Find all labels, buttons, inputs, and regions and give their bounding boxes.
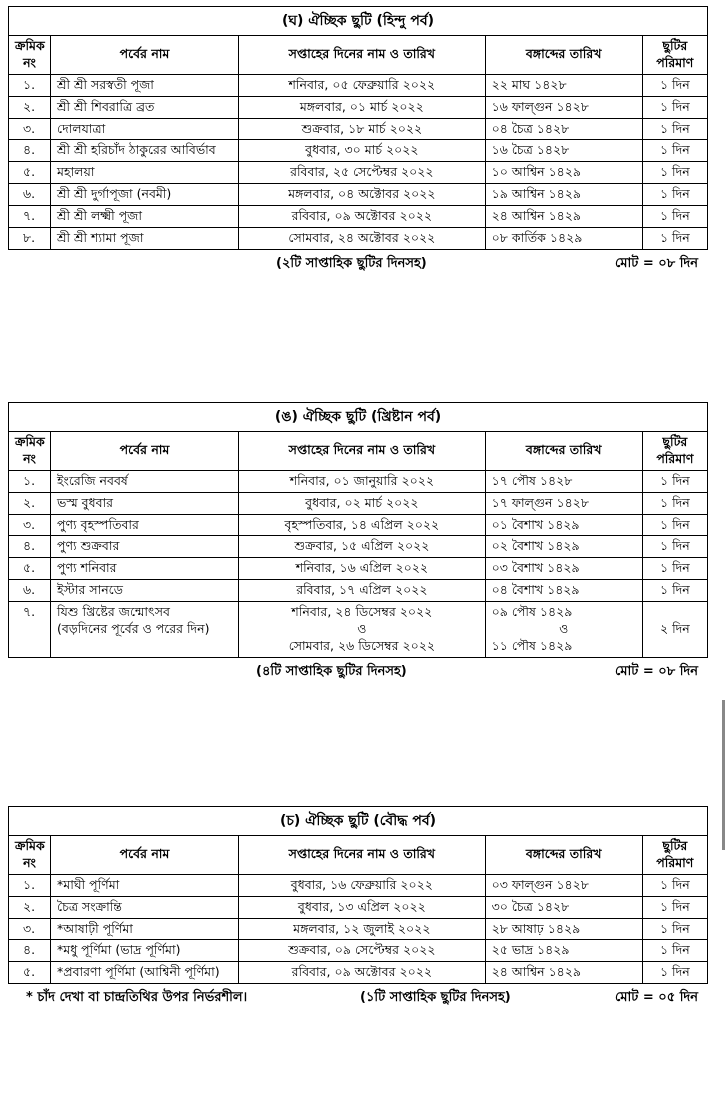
duration-cell: ১ দিন — [642, 206, 707, 228]
duration-cell: ১ দিন — [642, 580, 707, 602]
bengali-date-cell: ৩০ চৈত্র ১৪২৮ — [485, 896, 642, 918]
col-header-duration: ছুটির পরিমাণ — [642, 836, 707, 875]
serial-cell: ৪. — [9, 940, 51, 962]
serial-cell: ১. — [9, 874, 51, 896]
bengali-date-cell: ০২ বৈশাখ ১৪২৯ — [485, 536, 642, 558]
duration-cell: ১ দিন — [642, 96, 707, 118]
duration-cell: ২ দিন — [642, 602, 707, 658]
bengali-date-cell: ০১ বৈশাখ ১৪২৯ — [485, 514, 642, 536]
serial-cell: ৭. — [9, 206, 51, 228]
duration-cell: ১ দিন — [642, 227, 707, 249]
bengali-date-cell: ১৬ চৈত্র ১৪২৮ — [485, 140, 642, 162]
duration-cell: ১ দিন — [642, 896, 707, 918]
day-date-cell: শুক্রবার, ১৮ মার্চ ২০২২ — [239, 118, 486, 140]
table-row — [9, 470, 708, 492]
table-row — [9, 184, 708, 206]
bengali-date-cell: ০৩ ফাল্গুন ১৪২৮ — [485, 874, 642, 896]
festival-subnote: (বড়দিনের পূর্বের ও পরের দিন) — [57, 620, 210, 636]
table-row — [9, 140, 708, 162]
day-date-cell: সোমবার, ২৪ অক্টোবর ২০২২ — [239, 227, 486, 249]
day-date-cell: মঙ্গলবার, ১২ জুলাই ২০২২ — [239, 918, 486, 940]
bengali-date-cell: ০৮ কার্তিক ১৪২৯ — [485, 227, 642, 249]
serial-cell: ৬. — [9, 580, 51, 602]
serial-cell: ৩. — [9, 514, 51, 536]
bengali-date-2: ১১ পৌষ ১৪২৯ — [491, 637, 573, 653]
day-date-cell: রবিবার, ১৭ এপ্রিল ২০২২ — [239, 580, 486, 602]
bengali-date-cell: ১৭ পৌষ ১৪২৮ — [485, 470, 642, 492]
col-header-day-date: সপ্তাহের দিনের নাম ও তারিখ — [239, 836, 486, 875]
serial-cell: ৫. — [9, 962, 51, 984]
festival-cell: শ্রী শ্রী দুর্গাপূজা (নবমী) — [51, 184, 239, 206]
bengali-date-cell: ১৬ ফাল্গুন ১৪২৮ — [485, 96, 642, 118]
buddhist-holiday-table — [8, 806, 708, 984]
table-row — [9, 162, 708, 184]
table-row — [9, 896, 708, 918]
festival-cell: শ্রী শ্রী শ্যামা পূজা — [51, 227, 239, 249]
festival-cell: *আষাঢ়ী পূর্ণিমা — [51, 918, 239, 940]
duration-cell: ১ দিন — [642, 74, 707, 96]
day-date-cell: শুক্রবার, ১৫ এপ্রিল ২০২২ — [239, 536, 486, 558]
col-header-festival: পর্বের নাম — [51, 432, 239, 471]
table-footer — [8, 984, 708, 1008]
serial-cell: ২. — [9, 96, 51, 118]
weekly-holiday-note: (২টি সাপ্তাহিক ছুটির দিনসহ) — [276, 255, 427, 271]
col-header-serial: ক্রমিক নং — [9, 836, 51, 875]
day-date-cell: বুধবার, ১৩ এপ্রিল ২০২২ — [239, 896, 486, 918]
table-row — [9, 492, 708, 514]
col-header-bengali-date: বঙ্গাব্দের তারিখ — [485, 432, 642, 471]
table-footer — [8, 658, 708, 682]
day-date-cell: শনিবার, ০৫ ফেব্রুয়ারি ২০২২ — [239, 74, 486, 96]
col-header-festival: পর্বের নাম — [51, 836, 239, 875]
bengali-date-cell — [485, 602, 642, 658]
table-row — [9, 962, 708, 984]
day-date-cell: শনিবার, ১৬ এপ্রিল ২০২২ — [239, 558, 486, 580]
total-days: মোট = ০৮ দিন — [614, 255, 698, 271]
bengali-date-cell: ১৯ আশ্বিন ১৪২৯ — [485, 184, 642, 206]
bengali-date-cell: ০৪ চৈত্র ১৪২৮ — [485, 118, 642, 140]
serial-cell: ১. — [9, 74, 51, 96]
bengali-date-cell: ২৮ আষাঢ় ১৪২৯ — [485, 918, 642, 940]
weekly-holiday-note: (১টি সাপ্তাহিক ছুটির দিনসহ) — [360, 990, 511, 1006]
christian-holiday-table — [8, 402, 708, 658]
duration-cell: ১ দিন — [642, 874, 707, 896]
table-row — [9, 602, 708, 658]
day-date-and: ও — [357, 620, 367, 636]
table-title: (চ) ঐচ্ছিক ছুটি (বৌদ্ধ পর্ব) — [9, 807, 708, 836]
bengali-date-1: ০৯ পৌষ ১৪২৯ — [491, 604, 573, 619]
duration-cell: ১ দিন — [642, 558, 707, 580]
festival-cell: পুণ্য শুক্রবার — [51, 536, 239, 558]
festival-cell: ইংরেজি নববর্ষ — [51, 470, 239, 492]
serial-cell: ৬. — [9, 184, 51, 206]
table-row — [9, 118, 708, 140]
day-date-cell — [239, 602, 486, 658]
col-header-day-date: সপ্তাহের দিনের নাম ও তারিখ — [239, 36, 486, 75]
col-header-serial: ক্রমিক নং — [9, 36, 51, 75]
festival-name: যিশু খ্রিষ্টের জন্মোৎসব — [57, 604, 170, 619]
festival-cell — [51, 602, 239, 658]
duration-cell: ১ দিন — [642, 940, 707, 962]
table-row — [9, 536, 708, 558]
col-header-duration: ছুটির পরিমাণ — [642, 432, 707, 471]
col-header-bengali-date: বঙ্গাব্দের তারিখ — [485, 36, 642, 75]
festival-cell: *মাঘী পূর্ণিমা — [51, 874, 239, 896]
festival-cell: শ্রী শ্রী সরস্বতী পূজা — [51, 74, 239, 96]
festival-cell: ভস্ম বুধবার — [51, 492, 239, 514]
table-row — [9, 874, 708, 896]
table-footer — [8, 250, 708, 274]
total-days: মোট = ০৮ দিন — [614, 663, 698, 679]
day-date-2: সোমবার, ২৬ ডিসেম্বর ২০২২ — [288, 637, 435, 653]
col-header-festival: পর্বের নাম — [51, 36, 239, 75]
day-date-cell: শুক্রবার, ০৯ সেপ্টেম্বর ২০২২ — [239, 940, 486, 962]
festival-cell: ইস্টার সানডে — [51, 580, 239, 602]
bengali-date-cell: ২৪ আশ্বিন ১৪২৯ — [485, 206, 642, 228]
day-date-cell: রবিবার, ০৯ অক্টোবর ২০২২ — [239, 962, 486, 984]
serial-cell: ২. — [9, 492, 51, 514]
festival-cell: শ্রী শ্রী লক্ষ্মী পূজা — [51, 206, 239, 228]
table-row — [9, 227, 708, 249]
duration-cell: ১ দিন — [642, 470, 707, 492]
day-date-cell: রবিবার, ২৫ সেপ্টেম্বর ২০২২ — [239, 162, 486, 184]
bengali-date-cell: ০৩ বৈশাখ ১৪২৯ — [485, 558, 642, 580]
festival-cell: চৈত্র সংক্রান্তি — [51, 896, 239, 918]
day-date-cell: শনিবার, ০১ জানুয়ারি ২০২২ — [239, 470, 486, 492]
col-header-serial: ক্রমিক নং — [9, 432, 51, 471]
christian-holiday-section — [8, 402, 708, 682]
festival-cell: মহালয়া — [51, 162, 239, 184]
bengali-date-cell: ০৪ বৈশাখ ১৪২৯ — [485, 580, 642, 602]
buddhist-holiday-section — [8, 806, 708, 1008]
day-date-cell: মঙ্গলবার, ০১ মার্চ ২০২২ — [239, 96, 486, 118]
serial-cell: ৫. — [9, 162, 51, 184]
serial-cell: ৪. — [9, 140, 51, 162]
table-row — [9, 206, 708, 228]
table-row — [9, 558, 708, 580]
bengali-date-cell: ২৪ আশ্বিন ১৪২৯ — [485, 962, 642, 984]
serial-cell: ২. — [9, 896, 51, 918]
festival-cell: *মধু পূর্ণিমা (ভাদ্র পূর্ণিমা) — [51, 940, 239, 962]
duration-cell: ১ দিন — [642, 492, 707, 514]
day-date-cell: বৃহস্পতিবার, ১৪ এপ্রিল ২০২২ — [239, 514, 486, 536]
serial-cell: ১. — [9, 470, 51, 492]
serial-cell: ৮. — [9, 227, 51, 249]
bengali-date-and: ও — [559, 620, 569, 636]
serial-cell: ৫. — [9, 558, 51, 580]
bengali-date-cell: ২২ মাঘ ১৪২৮ — [485, 74, 642, 96]
day-date-1: শনিবার, ২৪ ডিসেম্বর ২০২২ — [291, 604, 433, 619]
day-date-cell: বুধবার, ৩০ মার্চ ২০২২ — [239, 140, 486, 162]
duration-cell: ১ দিন — [642, 962, 707, 984]
duration-cell: ১ দিন — [642, 184, 707, 206]
day-date-cell: বুধবার, ০২ মার্চ ২০২২ — [239, 492, 486, 514]
table-row — [9, 940, 708, 962]
bengali-date-cell: ১৭ ফাল্গুন ১৪২৮ — [485, 492, 642, 514]
bengali-date-cell: ১০ আশ্বিন ১৪২৯ — [485, 162, 642, 184]
table-title: (ঘ) ঐচ্ছিক ছুটি (হিন্দু পর্ব) — [9, 7, 708, 36]
table-row — [9, 96, 708, 118]
festival-cell: *প্রবারণা পূর্ণিমা (আশ্বিনী পূর্ণিমা) — [51, 962, 239, 984]
festival-cell: শ্রী শ্রী হরিচাঁদ ঠাকুরের আবির্ভাব — [51, 140, 239, 162]
serial-cell: ৭. — [9, 602, 51, 658]
day-date-cell: রবিবার, ০৯ অক্টোবর ২০২২ — [239, 206, 486, 228]
serial-cell: ৪. — [9, 536, 51, 558]
weekly-holiday-note: (৪টি সাপ্তাহিক ছুটির দিনসহ) — [256, 663, 407, 679]
table-row — [9, 514, 708, 536]
col-header-day-date: সপ্তাহের দিনের নাম ও তারিখ — [239, 432, 486, 471]
hindu-holiday-table — [8, 6, 708, 250]
duration-cell: ১ দিন — [642, 536, 707, 558]
col-header-bengali-date: বঙ্গাব্দের তারিখ — [485, 836, 642, 875]
table-row — [9, 74, 708, 96]
moon-dependency-footnote: * চাঁদ দেখা বা চান্দ্রতিথির উপর নির্ভরশীল। — [26, 990, 248, 1006]
table-row — [9, 580, 708, 602]
duration-cell: ১ দিন — [642, 118, 707, 140]
festival-cell: দোলযাত্রা — [51, 118, 239, 140]
duration-cell: ১ দিন — [642, 514, 707, 536]
table-title: (ঙ) ঐচ্ছিক ছুটি (খ্রিষ্টান পর্ব) — [9, 403, 708, 432]
hindu-holiday-section — [8, 6, 708, 274]
total-days: মোট = ০৫ দিন — [614, 990, 698, 1006]
bengali-date-cell: ২৫ ভাদ্র ১৪২৯ — [485, 940, 642, 962]
serial-cell: ৩. — [9, 118, 51, 140]
table-row — [9, 918, 708, 940]
day-date-cell: বুধবার, ১৬ ফেব্রুয়ারি ২০২২ — [239, 874, 486, 896]
col-header-duration: ছুটির পরিমাণ — [642, 36, 707, 75]
day-date-cell: মঙ্গলবার, ০৪ অক্টোবর ২০২২ — [239, 184, 486, 206]
festival-cell: শ্রী শ্রী শিবরাত্রি ব্রত — [51, 96, 239, 118]
serial-cell: ৩. — [9, 918, 51, 940]
duration-cell: ১ দিন — [642, 918, 707, 940]
duration-cell: ১ দিন — [642, 140, 707, 162]
festival-cell: পুণ্য বৃহস্পতিবার — [51, 514, 239, 536]
duration-cell: ১ দিন — [642, 162, 707, 184]
festival-cell: পুণ্য শনিবার — [51, 558, 239, 580]
